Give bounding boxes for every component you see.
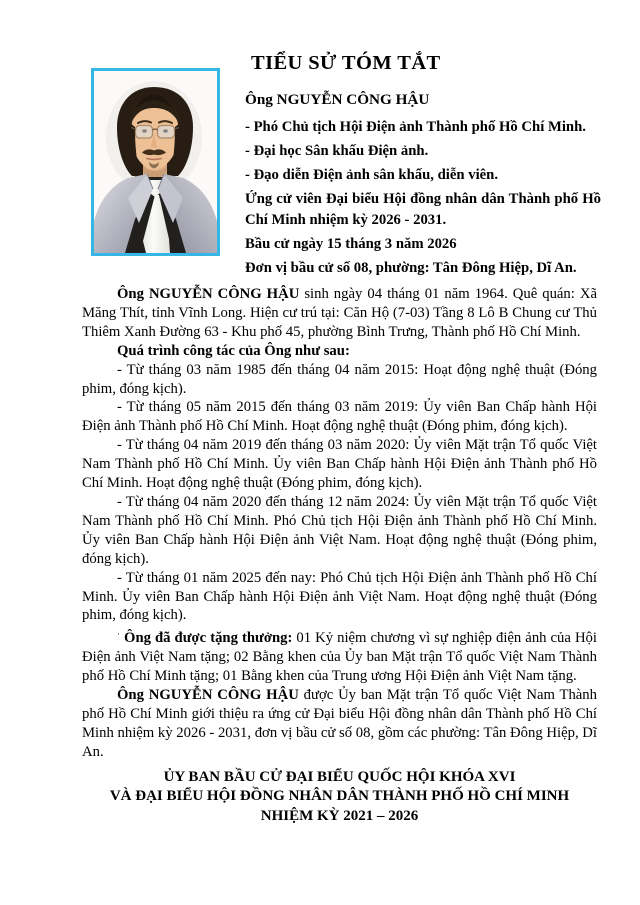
- body-paragraph: [82, 285, 597, 342]
- bold-text-segment: Ông NGUYỄN CÔNG HẬU: [117, 687, 299, 704]
- bold-text-segment: Ông NGUYỄN CÔNG HẬU: [117, 286, 300, 302]
- candidate-info-line: - Đạo diễn Điện ảnh sân khấu, diễn viên.: [245, 167, 499, 183]
- body-paragraph: [82, 398, 597, 436]
- text-segment: - Từ tháng 04 năm 2020 đến tháng 12 năm 2024: Ủy viên Mặt trận Tổ quốc Việt Nam Thành phố Hồ Chí Minh. Phó Chủ tịch Hội Điện ảnh Thành phố Hồ Chí Minh. Ủy viên Ban Chấp hành Hội Điện ảnh Việt Nam. Hoạt động nghệ thuật (Đóng phim, đóng kịch).: [82, 493, 597, 567]
- election-committee-footer: [82, 768, 597, 827]
- document-header: [0, 0, 640, 278]
- text-segment: được Ủy ban Mặt trận Tổ quốc Việt Nam Thành phố Hồ Chí Minh giới thiệu ra ứng cử Đại biểu Hội đồng nhân dân Thành phố Hồ Chí Minh nhiệm kỳ 2026 - 2031, đơn vị bầu cử số 08, gồm các phường: Tân Đông Hiệp, Dĩ An.: [82, 687, 597, 760]
- body-paragraph: [82, 686, 597, 762]
- body-paragraph: [82, 361, 597, 399]
- candidate-info-line: Đơn vị bầu cử số 08, phường: Tân Đông Hiệp, Dĩ An.: [245, 260, 577, 276]
- candidate-info-line: - Phó Chủ tịch Hội Điện ảnh Thành phố Hồ Chí Minh.: [245, 119, 586, 135]
- candidate-photo: [91, 68, 220, 256]
- candidate-info-line: Bầu cử ngày 15 tháng 3 năm 2026: [245, 236, 457, 252]
- biography-body: [82, 278, 597, 762]
- body-paragraph: [82, 625, 597, 686]
- body-paragraph: [82, 569, 597, 626]
- candidate-name: Ông NGUYỄN CÔNG HẬU: [245, 91, 430, 108]
- page-title: TIỂU SỬ TÓM TẮT: [251, 52, 441, 74]
- candidate-info-line: - Đại học Sân khấu Điện ảnh.: [245, 143, 429, 159]
- footer-line: VÀ ĐẠI BIỂU HỘI ĐỒNG NHÂN DÂN THÀNH PHỐ HỒ CHÍ MINH: [109, 788, 570, 805]
- text-segment: sinh ngày 04 tháng 01 năm 1964. Quê quán: Xã Măng Thít, tỉnh Vĩnh Long. Hiện cư trú tại: Căn Hộ (7-03) Tầng 8 Lô B Chung cư Thủ Thiêm Xanh Đường 63 - Khu phố 45, phường Bình Trưng, Thành phố Hồ Chí Minh.: [82, 286, 597, 340]
- header-info: [245, 50, 601, 282]
- candidate-info-lines: [245, 117, 601, 279]
- body-paragraph: [82, 493, 597, 569]
- text-segment: - Từ tháng 04 năm 2019 đến tháng 03 năm 2020: Ủy viên Mặt trận Tổ quốc Việt Nam Thành phố Hồ Chí Minh. Ủy viên Ban Chấp hành Hội Điện ảnh Thành phố Hồ Chí Minh. Hoạt động nghệ thuật (Đóng phim, đóng kịch).: [82, 437, 597, 492]
- bold-text-segment: Ông đã được tặng thưởng:: [120, 630, 293, 647]
- bold-text-segment: Quá trình công tác của Ông như sau:: [117, 342, 350, 359]
- text-segment: - Từ tháng 05 năm 2015 đến tháng 03 năm 2019: Ủy viên Ban Chấp hành Hội Điện ảnh Thành phố Hồ Chí Minh. Hoạt động nghệ thuật (Đóng phim, đóng kịch).: [82, 399, 597, 435]
- candidate-info-line: Ứng cử viên Đại biểu Hội đồng nhân dân Thành phố Hồ Chí Minh nhiệm kỳ 2026 - 2031.: [245, 191, 601, 228]
- text-segment: ·: [117, 629, 120, 640]
- footer-line: NHIỆM KỲ 2021 – 2026: [260, 807, 419, 824]
- text-segment: 01 Kỷ niệm chương vì sự nghiệp điện ảnh của Hội Điện ảnh Việt Nam tặng; 02 Bằng khen của Ủy ban Mặt trận Tổ quốc Việt Nam Thành phố Hồ Chí Minh tặng; 01 Bằng khen của Trung ương Hội Điện ảnh Việt Nam tặng.: [82, 630, 597, 685]
- body-paragraph: [82, 342, 597, 361]
- portrait-image: [94, 71, 217, 253]
- text-segment: - Từ tháng 03 năm 1985 đến tháng 04 năm 2015: Hoạt động nghệ thuật (Đóng phim, đóng kịch).: [82, 361, 597, 397]
- body-paragraph: [82, 436, 597, 493]
- text-segment: - Từ tháng 01 năm 2025 đến nay: Phó Chủ tịch Hội Điện ảnh Thành phố Hồ Chí Minh. Ủy viên Ban Chấp hành Hội Điện ảnh Việt Nam. Hoạt động nghệ thuật (Đóng phim, đóng kịch).: [82, 569, 597, 624]
- footer-line: ỦY BAN BẦU CỬ ĐẠI BIỂU QUỐC HỘI KHÓA XVI: [163, 768, 516, 785]
